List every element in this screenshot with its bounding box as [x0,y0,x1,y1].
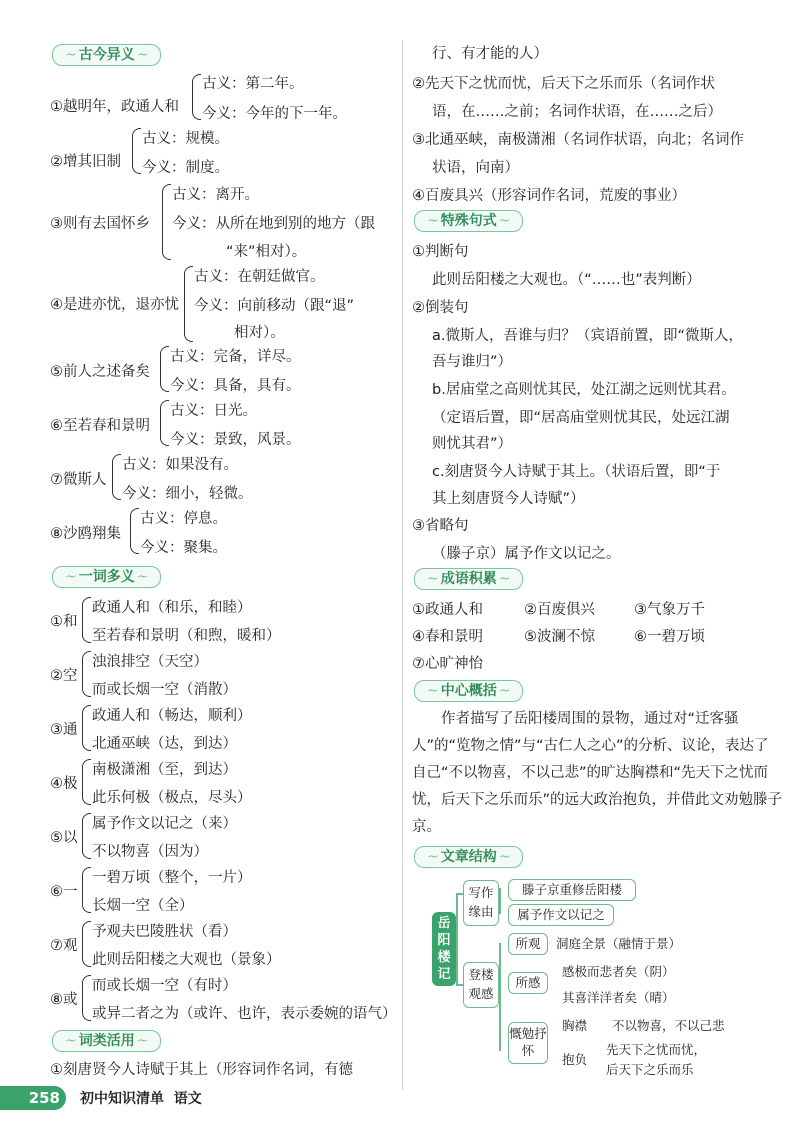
yici-item-head: ⑦观 [50,938,78,954]
yici-b: 而或长烟一空（消散） [92,682,237,698]
brace [82,759,91,805]
teshu-2c-cont: 其上刻唐贤今人诗赋”） [432,491,585,507]
yici-b: 长烟一空（全） [92,898,194,914]
gujin-jin-cont: 相对）。 [234,325,285,341]
diagram-leaf-text: 不以物喜，不以己悲 [612,1018,725,1033]
section-tag-zhongxin: ~ 中心概括 ~ [414,680,523,702]
diagram-connector [499,888,501,914]
brace [82,975,91,1021]
brace [132,128,141,174]
diagram-connector [499,943,501,1051]
teshu-3: ③省略句 [412,518,469,534]
diagram-node-view: 登楼观感 [463,962,499,1008]
gujin-gu: 古义：离开。 [172,187,259,203]
teshu-3a: （滕子京）属予作文以记之。 [432,546,621,562]
brace [130,508,139,554]
diagram-leaf-text: 先天下之忧而忧， [606,1042,707,1057]
gujin-item-head: ⑤前人之述备矣 [50,364,150,380]
yici-a: 予观夫巴陵胜状（看） [92,924,237,940]
yici-a: 一碧万顷（整个，一片） [92,870,252,886]
cilei-item-2-cont: 语，在……之前；名词作状语，在……之后） [432,104,722,120]
yici-a: 政通人和（和乐，和睦） [92,600,252,616]
diagram-leaf-text: 洞庭全景（融情于景） [556,936,682,951]
brace [82,705,91,751]
cilei-item-1-cont: 行、有才能的人） [432,46,548,62]
cilei-item-3: ③北通巫峡，南极潇湘（名词作状语，向北；名词作 [412,132,744,148]
gujin-jin: 今义：从所在地到别的地方（跟 [172,216,375,232]
gujin-item-head: ⑦微斯人 [50,472,107,488]
section-tag-teshu: ~ 特殊句式 ~ [414,210,523,232]
gujin-jin: 今义：聚集。 [140,540,227,556]
brace [160,346,169,392]
idiom-item: ⑤波澜不惊 [524,629,595,645]
diagram-node: 慨勉抒怀 [508,1022,548,1064]
gujin-item-head: ④是进亦忧，退亦忧 [50,297,179,313]
yici-b: 此乐何极（极点，尽头） [92,790,252,806]
gujin-item-head: ⑧沙鸥翔集 [50,526,121,542]
diagram-leaf: 属予作文以记之 [508,904,614,926]
diagram-node: 所观 [508,933,548,955]
brace [112,454,121,500]
gujin-jin: 今义：景致，风景。 [170,432,301,448]
yici-b: 北通巫峡（达，到达） [92,736,237,752]
cilei-item-2: ②先天下之忧而忧，后天下之乐而乐（名词作状 [412,76,715,92]
idiom-item: ②百废俱兴 [524,602,595,618]
yici-a: 政通人和（畅达，顺利） [92,708,252,724]
yici-item-head: ③通 [50,722,78,738]
gujin-gu: 古义：完备，详尽。 [170,349,301,365]
brace [184,266,193,342]
cilei-item-1: ①刻唐贤今人诗赋于其上（形容词作名词，有德 [50,1062,353,1078]
teshu-2a: a.微斯人，吾谁与归？（宾语前置，即“微斯人， [432,328,744,344]
yici-a: 属予作文以记之（来） [92,816,237,832]
brace [82,597,91,643]
yici-item-head: ①和 [50,614,78,630]
yici-a: 而或长烟一空（有时） [92,978,237,994]
gujin-jin: 今义：向前移动（跟“退” [194,298,355,314]
gujin-item-head: ⑥至若春和景明 [50,418,150,434]
gujin-jin: 今义：细小，轻微。 [122,486,253,502]
teshu-2b-cont: （定语后置，即“居高庙堂则忧其民，处远江湖 [432,410,730,426]
diagram-root: 岳阳楼记 [432,912,456,986]
section-tag-jiegou: ~ 文章结构 ~ [414,846,523,868]
idiom-item: ④春和景明 [412,629,483,645]
yici-b: 至若春和景明（和煦，暖和） [92,628,281,644]
gujin-gu: 古义：停息。 [140,511,227,527]
gujin-gu: 古义：第二年。 [202,76,304,92]
brace [82,813,91,859]
brace [82,921,91,967]
summary-paragraph: 作者描写了岳阳楼周围的景物，通过对“迁客骚人”的“览物之情”与“古仁人之心”的分析、议论，表达了自己“不以物喜，不以己悲”的旷达胸襟和“先天下之忧而忧，后天下之乐而乐”的远大政治抱负，并借此文劝勉滕子京。 [412,711,783,835]
diagram-leaf: 滕子京重修岳阳楼 [508,879,636,901]
brace [192,74,201,120]
gujin-item-head: ③则有去国怀乡 [50,216,150,232]
gujin-jin: 今义：今年的下一年。 [202,106,347,122]
diagram-node: 所感 [508,972,548,994]
gujin-gu: 古义：日光。 [170,403,257,419]
column-divider [402,40,403,1090]
yici-item-head: ⑤以 [50,830,78,846]
cilei-item-4: ④百废具兴（形容词作名词，荒废的事业） [412,188,686,204]
yici-a: 南极潇湘（至，到达） [92,762,237,778]
idiom-item: ①政通人和 [412,602,483,618]
section-tag-gujin: ~ 古今异义 ~ [52,44,161,66]
teshu-1: ①判断句 [412,244,469,260]
teshu-2c: c.刻唐贤今人诗赋于其上。（状语后置，即“于 [432,464,721,480]
section-tag-yici: ~ 一词多义 ~ [52,566,161,588]
gujin-item-head: ①越明年，政通人和 [50,99,179,115]
diagram-leaf-text: 后天下之乐而乐 [606,1062,694,1077]
brace [162,184,171,260]
section-tag-cilei: ~ 词类活用 ~ [52,1030,161,1052]
brace [160,400,169,446]
teshu-2b: b.居庙堂之高则忧其民，处江湖之远则忧其君。 [432,382,736,398]
book-title: 初中知识清单 语文 [80,1091,202,1107]
teshu-2a-cont: 吾与谁归”） [432,354,513,370]
brace [82,867,91,913]
gujin-gu: 古义：规模。 [142,131,229,147]
teshu-2: ②倒装句 [412,300,469,316]
diagram-leaf-text: 感极而悲者矣（阴） [562,964,675,979]
page-number: 258 [0,1086,66,1110]
yici-a: 浊浪排空（天空） [92,654,208,670]
gujin-item-head: ②增其旧制 [50,154,121,170]
page-footer [0,1086,400,1110]
brace [82,651,91,697]
diagram-connector [456,893,458,985]
teshu-1a: 此则岳阳楼之大观也。（“……也”表判断） [432,272,701,288]
yici-b: 或异二者之为（或许、也许，表示委婉的语气） [92,1006,397,1022]
idiom-item: ⑦心旷神怡 [412,656,483,672]
yici-item-head: ⑧或 [50,992,78,1008]
diagram-leaf-text: 其喜洋洋者矣（晴） [562,990,675,1005]
gujin-gu: 古义：如果没有。 [122,457,238,473]
diagram-leaf-label: 抱负 [562,1052,588,1067]
yici-item-head: ⑥一 [50,884,78,900]
idiom-item: ③气象万千 [634,602,705,618]
yici-b: 此则岳阳楼之大观也（景象） [92,952,281,968]
diagram-leaf-label: 胸襟 [562,1018,588,1033]
teshu-2b-cont2: 则忧其君”） [432,436,513,452]
gujin-jin-cont: “来”相对）。 [226,244,307,260]
yici-item-head: ②空 [50,668,78,684]
diagram-node-reason: 写作缘由 [463,880,499,926]
gujin-jin: 今义：制度。 [142,160,229,176]
yici-item-head: ④极 [50,776,78,792]
cilei-item-3-cont: 状语，向南） [432,160,519,176]
gujin-gu: 古义：在朝廷做官。 [194,269,325,285]
yici-b: 不以物喜（因为） [92,844,208,860]
section-tag-chengyu: ~ 成语积累 ~ [414,568,523,590]
idiom-item: ⑥一碧万顷 [634,629,705,645]
gujin-jin: 今义：具备，具有。 [170,378,301,394]
